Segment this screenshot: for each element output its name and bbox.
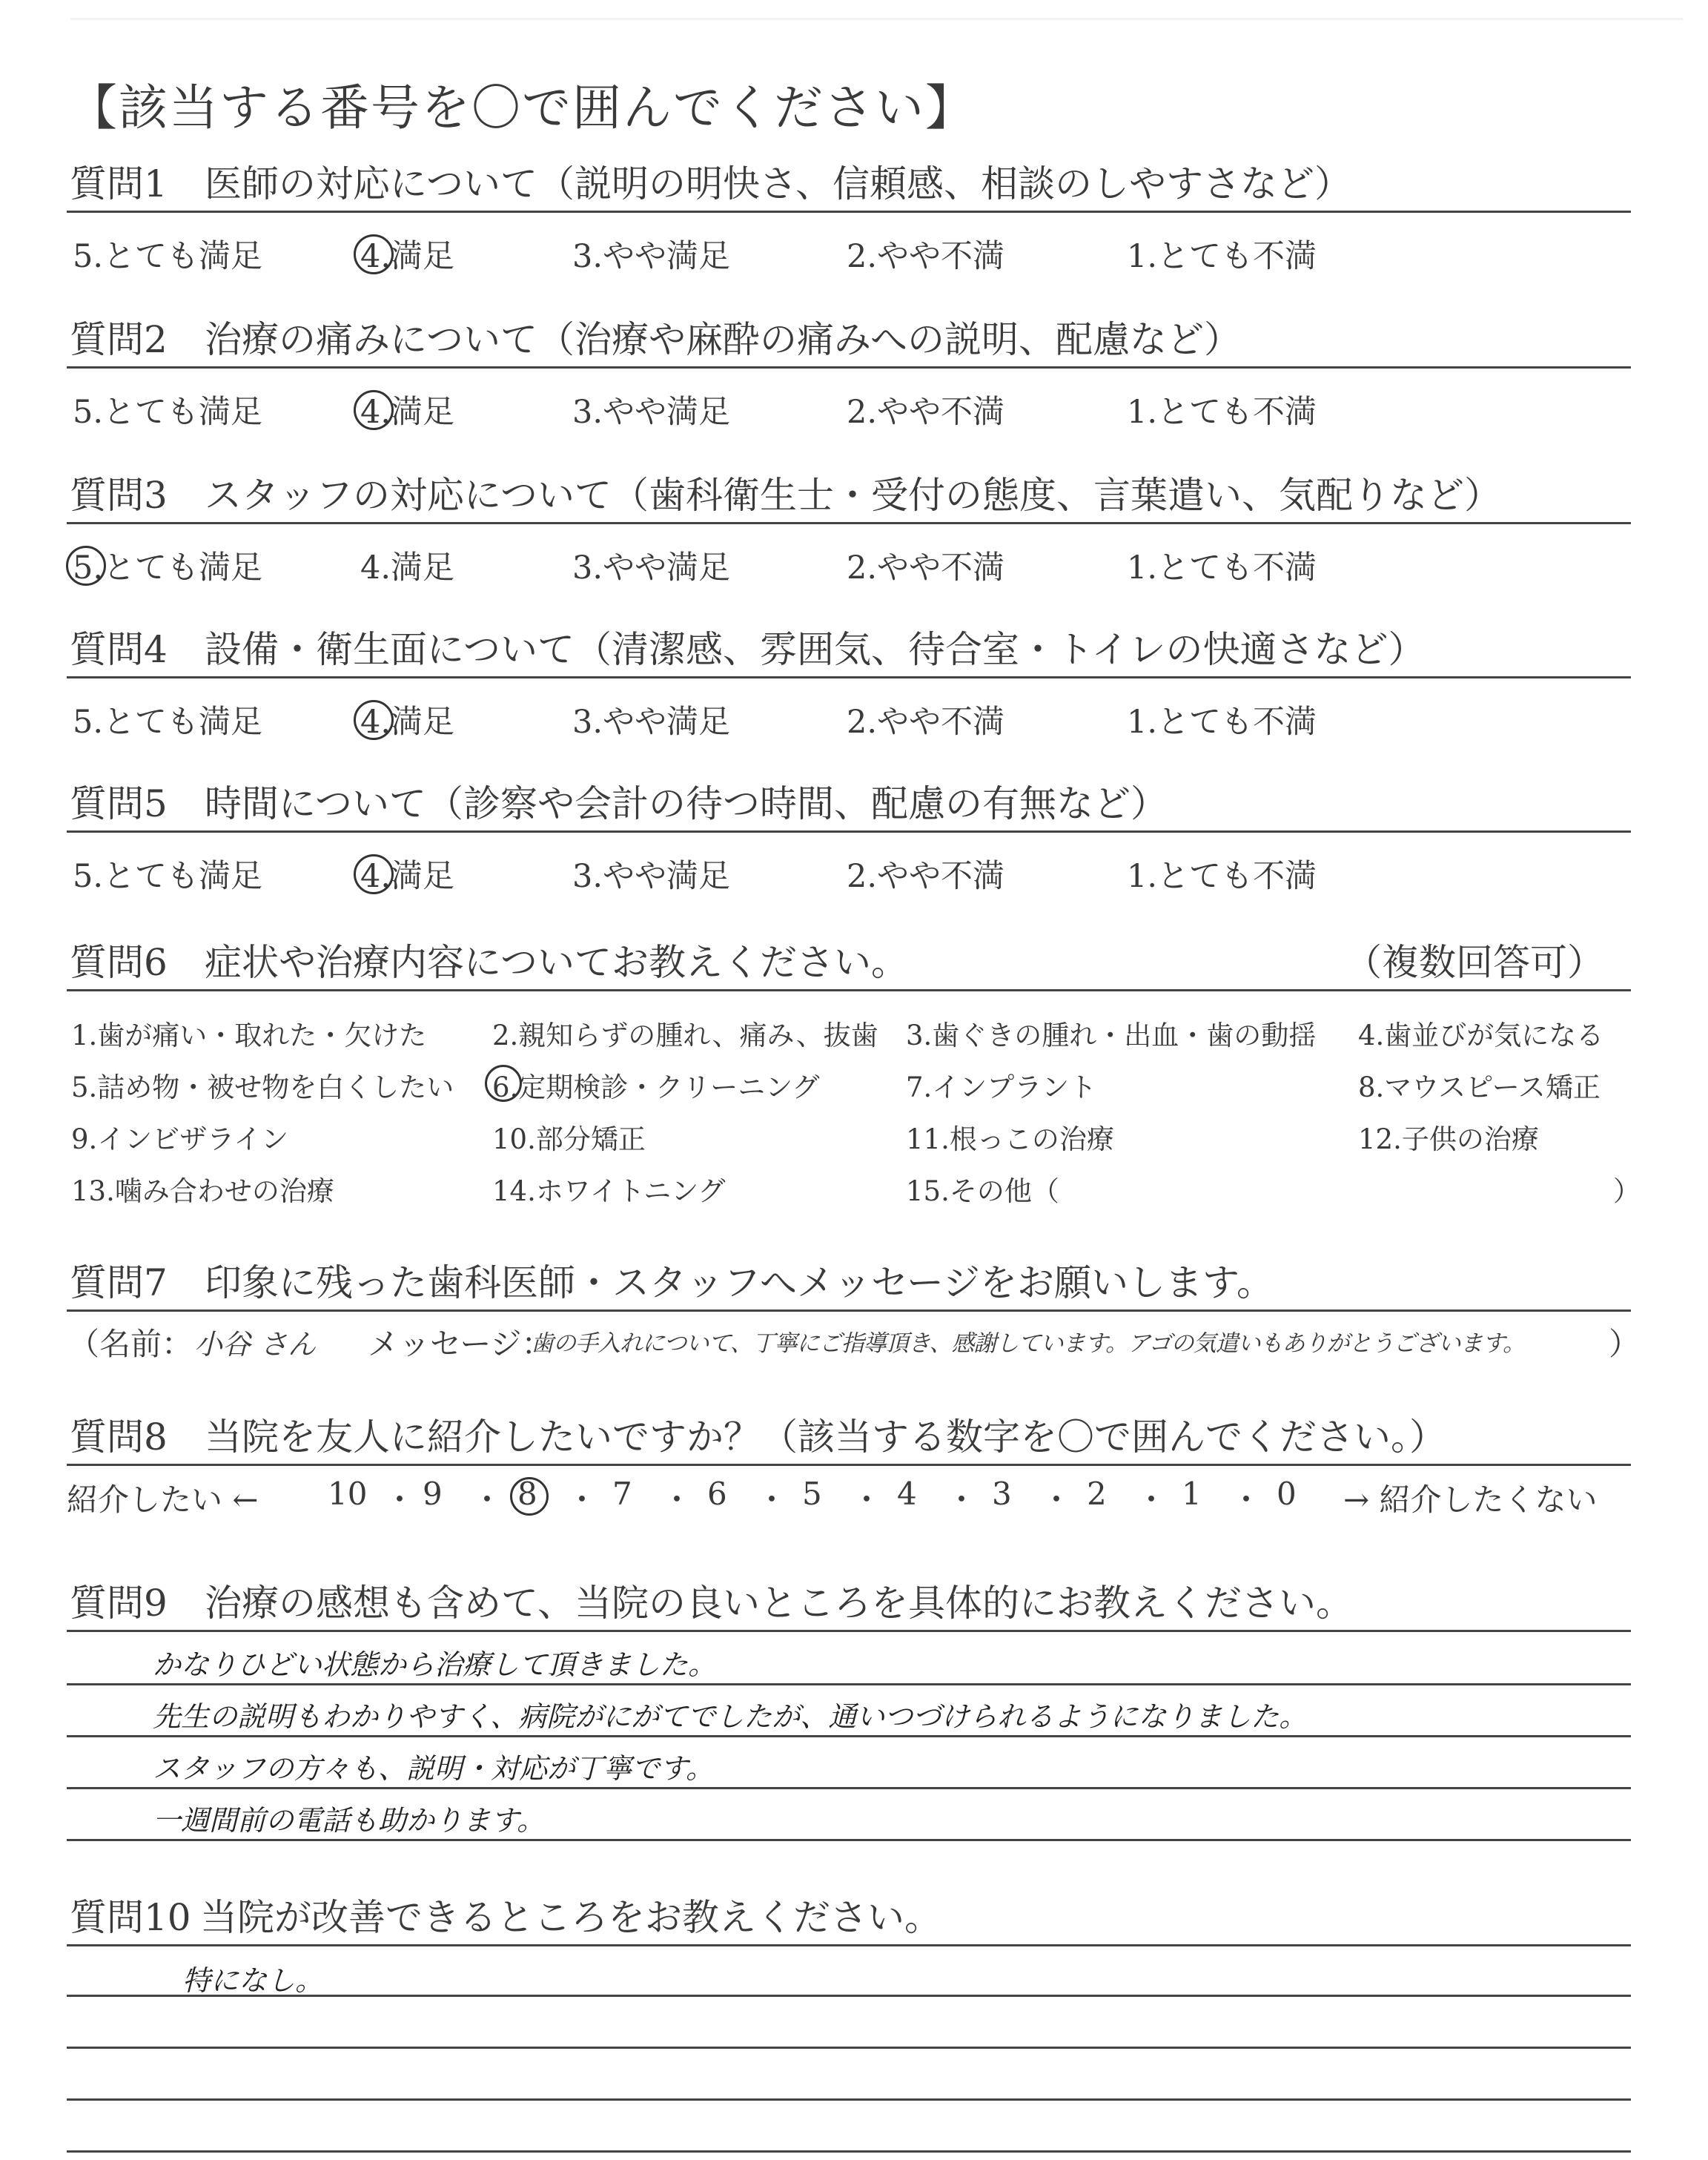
question-text: 当院を友人に紹介したいですか？（該当する数字を〇で囲んでください。） [205, 1416, 1446, 1459]
question-5 [67, 776, 1631, 833]
question-text: 症状や治療内容についてお教えください。 [205, 941, 908, 984]
symptom-option-6[interactable] [492, 1065, 820, 1105]
question-2 [67, 311, 1631, 369]
symptom-option-label: 5.詰め物・被せ物を白くしたい [71, 1071, 454, 1103]
rating-option-label: 3.やや満足 [572, 858, 731, 895]
question-1 [67, 156, 1631, 213]
rating-option-label: 4.満足 [360, 394, 455, 431]
rating-option-1[interactable] [1127, 231, 1317, 277]
scale-separator-dot: ・ [756, 1482, 788, 1518]
question-1-header [67, 156, 1631, 213]
rating-option-3[interactable] [572, 851, 730, 896]
symptom-option-label: ） [1613, 1175, 1641, 1207]
question-label: 質問2 [70, 318, 168, 361]
recommend-score-2[interactable] [1087, 1476, 1107, 1512]
symptom-option-15[interactable] [906, 1169, 1059, 1209]
form-title: 【該当する番号を〇で囲んでください】 [68, 79, 976, 136]
rating-option-label: 3.やや満足 [572, 394, 731, 431]
rating-option-label: 4.満足 [360, 858, 455, 895]
symptom-option-label: 9.インビザライン [71, 1123, 289, 1155]
selected-circle-mark [485, 1065, 522, 1102]
recommend-score-label: 6 [707, 1476, 727, 1512]
question-6-header [67, 934, 1631, 991]
rating-option-label: 5.とても満足 [73, 549, 263, 587]
symptom-option-3[interactable] [906, 1013, 1316, 1053]
rating-option-label: 3.やや満足 [572, 704, 731, 741]
rating-option-label: 2.やや不満 [847, 704, 1005, 741]
rating-option-3[interactable] [572, 231, 730, 277]
answer-line [67, 1735, 1631, 1737]
symptom-option-8[interactable] [1358, 1065, 1601, 1105]
scale-separator-dot: ・ [851, 1482, 883, 1518]
symptom-option-label: 3.歯ぐきの腫れ・出血・歯の動揺 [906, 1020, 1317, 1051]
symptom-option-5[interactable] [71, 1065, 454, 1105]
rating-option-label: 1.とても不満 [1127, 238, 1317, 275]
question-9 [67, 1575, 1631, 1632]
question-5-header [67, 776, 1631, 833]
question-label: 質問5 [70, 782, 168, 825]
recommend-right-label: → 紹介したくない [1343, 1482, 1598, 1518]
question-label: 質問9 [70, 1582, 168, 1625]
rating-option-2[interactable] [847, 543, 1004, 588]
question-text: 印象に残った歯科医師・スタッフへメッセージをお願いします。 [205, 1261, 1274, 1304]
symptom-option-1[interactable] [71, 1013, 426, 1053]
rating-option-label: 5.とても満足 [73, 394, 263, 431]
scale-separator-dot: ・ [471, 1482, 503, 1518]
recommend-score-8[interactable] [517, 1476, 537, 1512]
rating-option-4[interactable] [360, 387, 454, 432]
scale-separator-dot: ・ [661, 1482, 693, 1518]
selected-circle-mark [354, 854, 394, 894]
question-text: 医師の対応について（説明の明快さ、信頼感、相談のしやすさなど） [205, 162, 1351, 205]
scale-separator-dot: ・ [946, 1482, 978, 1518]
scale-separator-dot: ・ [1136, 1482, 1168, 1518]
rating-option-label: 2.やや不満 [847, 238, 1005, 275]
scale-separator-dot: ・ [384, 1482, 416, 1518]
rating-option-label: 2.やや不満 [847, 549, 1005, 587]
recommend-score-label: 4 [897, 1476, 917, 1512]
recommend-score-10[interactable] [328, 1476, 367, 1512]
answer-line [67, 1787, 1631, 1789]
recommend-score-label: 9 [423, 1476, 443, 1512]
question-text: 治療の痛みについて（治療や麻酔の痛みへの説明、配慮など） [205, 318, 1241, 361]
answer-line [67, 2150, 1631, 2153]
recommend-score-label: 7 [612, 1476, 632, 1512]
question-7-header [67, 1255, 1631, 1312]
question-text: 設備・衛生面について（清潔感、雰囲気、待合室・トイレの快適さなど） [205, 628, 1426, 671]
rating-option-5[interactable] [73, 231, 262, 277]
symptom-option-label: 10.部分矯正 [492, 1123, 646, 1155]
rating-option-label: 3.やや満足 [572, 238, 731, 275]
question-label: 質問10 [70, 1896, 191, 1939]
answer-line [67, 1683, 1631, 1685]
multiple-answer-note: （複数回答可） [1345, 941, 1604, 984]
recommend-score-3[interactable] [992, 1476, 1012, 1512]
rating-option-1[interactable] [1127, 697, 1317, 742]
rating-option-label: 1.とても不満 [1127, 394, 1317, 431]
rating-option-label: 1.とても不満 [1127, 549, 1317, 587]
message-value[interactable]: 歯の手入れについて、丁寧にご指導頂き、感謝しています。アゴの気遣いもありがとうございます。 [531, 1330, 1526, 1357]
rating-option-2[interactable] [847, 387, 1004, 432]
recommend-score-label: 3 [992, 1476, 1012, 1512]
scale-separator-dot: ・ [1231, 1482, 1262, 1518]
recommend-score-1[interactable] [1182, 1476, 1202, 1512]
symptom-option-13[interactable] [71, 1169, 334, 1209]
recommend-score-label: 2 [1087, 1476, 1107, 1512]
rating-option-label: 1.とても不満 [1127, 858, 1317, 895]
recommend-score-0[interactable] [1277, 1476, 1297, 1512]
rating-option-2[interactable] [847, 851, 1004, 896]
rating-option-4[interactable] [360, 231, 454, 277]
recommend-score-label: 10 [328, 1476, 368, 1512]
symptom-option-label: 11.根っこの治療 [906, 1123, 1114, 1155]
recommend-score-label: 1 [1182, 1476, 1202, 1512]
selected-circle-mark [354, 390, 394, 430]
symptom-option-label: 14.ホワイトニング [492, 1175, 726, 1207]
rating-option-5[interactable] [73, 543, 262, 588]
selected-circle-mark [510, 1477, 549, 1516]
rating-option-label: 4.満足 [360, 704, 455, 741]
rating-option-4[interactable] [360, 543, 454, 588]
question-3-header [67, 467, 1631, 524]
recommend-score-5[interactable] [802, 1476, 822, 1512]
question-text: スタッフの対応について（歯科衛生士・受付の態度、言葉遣い、気配りなど） [205, 474, 1501, 517]
rating-option-label: 4.満足 [360, 549, 455, 587]
question-label: 質問8 [70, 1416, 168, 1459]
scale-separator-dot: ・ [1041, 1482, 1073, 1518]
symptom-option-label: 8.マウスピース矯正 [1358, 1071, 1601, 1103]
question-text: 時間について（診察や会計の待つ時間、配慮の有無など） [205, 782, 1168, 825]
recommend-score-label: 8 [517, 1476, 537, 1512]
question-label: 質問3 [70, 474, 168, 517]
top-border [70, 18, 1683, 20]
rating-option-5[interactable] [73, 697, 262, 742]
recommend-score-4[interactable] [897, 1476, 917, 1512]
symptom-option-9[interactable] [71, 1117, 288, 1157]
name-label: （名前： [68, 1326, 193, 1362]
symptom-option-12[interactable] [1358, 1117, 1539, 1157]
other-close-paren [1613, 1169, 1641, 1209]
rating-option-1[interactable] [1127, 543, 1317, 588]
message-label: メッセージ： [368, 1326, 553, 1362]
symptom-option-label: 13.噛み合わせの治療 [71, 1175, 334, 1207]
scale-separator-dot: ・ [566, 1482, 598, 1518]
symptom-option-10[interactable] [492, 1117, 646, 1157]
rating-option-label: 5.とても満足 [73, 704, 263, 741]
question-label: 質問4 [70, 628, 168, 671]
rating-option-5[interactable] [73, 387, 262, 432]
rating-option-label: 5.とても満足 [73, 858, 263, 895]
question-label: 質問1 [70, 162, 168, 205]
recommend-score-label: 0 [1277, 1476, 1297, 1512]
question-2-header [67, 311, 1631, 369]
symptom-option-label: 6.定期検診・クリーニング [492, 1071, 820, 1103]
handwritten-answer-2[interactable]: 先生の説明もわかりやすく、病院がにがてでしたが、通いつづけられるようになりました。 [153, 1700, 1308, 1733]
recommend-score-7[interactable] [612, 1476, 632, 1512]
rating-option-1[interactable] [1127, 851, 1317, 896]
symptom-option-label: 1.歯が痛い・取れた・欠けた [71, 1020, 427, 1051]
question-10-header [67, 1889, 1631, 1946]
answer-line [67, 1839, 1631, 1841]
selected-circle-mark [354, 700, 394, 740]
rating-option-3[interactable] [572, 543, 730, 588]
rating-option-4[interactable] [360, 851, 454, 896]
question-7 [67, 1255, 1631, 1312]
answer-line [67, 2098, 1631, 2101]
question-text: 治療の感想も含めて、当院の良いところを具体的にお教えください。 [205, 1582, 1353, 1625]
question-4 [67, 621, 1631, 678]
rating-option-label: 2.やや不満 [847, 858, 1005, 895]
name-value[interactable]: 小谷 さん [194, 1328, 317, 1361]
rating-option-3[interactable] [572, 697, 730, 742]
question-6 [67, 934, 1631, 991]
symptom-option-label: 15.その他（ [906, 1175, 1059, 1207]
symptom-option-7[interactable] [906, 1065, 1096, 1105]
handwritten-answer-4[interactable]: 一週間前の電話も助かります。 [153, 1804, 545, 1837]
question-text: 当院が改善できるところをお教えください。 [200, 1896, 941, 1939]
rating-option-4[interactable] [360, 697, 454, 742]
rating-option-label: 4.満足 [360, 238, 455, 275]
symptom-option-label: 2.親知らずの腫れ、痛み、抜歯 [492, 1020, 878, 1051]
symptom-option-2[interactable] [492, 1013, 878, 1053]
answer-line [67, 2047, 1631, 2049]
handwritten-answer-1[interactable]: かなりひどい状態から治療して頂きました。 [153, 1648, 717, 1681]
symptom-option-14[interactable] [492, 1169, 726, 1209]
symptom-option-label: 7.インプラント [906, 1071, 1097, 1103]
selected-circle-mark [354, 234, 394, 274]
recommend-score-6[interactable] [707, 1476, 727, 1512]
selected-circle-mark [66, 546, 106, 586]
question-label: 質問7 [70, 1261, 168, 1304]
question-3 [67, 467, 1631, 524]
symptom-option-label: 4.歯並びが気になる [1358, 1020, 1604, 1051]
rating-option-1[interactable] [1127, 387, 1317, 432]
rating-option-2[interactable] [847, 697, 1004, 742]
handwritten-answer-3[interactable]: スタッフの方々も、説明・対応が丁寧です。 [153, 1752, 714, 1785]
recommend-score-label: 5 [802, 1476, 822, 1512]
symptom-option-4[interactable] [1358, 1013, 1603, 1053]
recommend-score-9[interactable] [423, 1476, 443, 1512]
recommend-left-label: 紹介したい ← [67, 1482, 259, 1518]
rating-option-3[interactable] [572, 387, 730, 432]
symptom-option-11[interactable] [906, 1117, 1114, 1157]
question-8-header [67, 1409, 1631, 1466]
symptom-option-label: 12.子供の治療 [1358, 1123, 1539, 1155]
question-9-header [67, 1575, 1631, 1632]
rating-option-label: 3.やや満足 [572, 549, 731, 587]
rating-option-label: 5.とても満足 [73, 238, 263, 275]
question-4-header [67, 621, 1631, 678]
message-close: ） [1609, 1326, 1641, 1362]
question-10 [67, 1889, 1631, 1946]
question-8 [67, 1409, 1631, 1466]
handwritten-answer-1[interactable]: 特になし。 [182, 1964, 324, 1997]
rating-option-label: 1.とても不満 [1127, 704, 1317, 741]
rating-option-5[interactable] [73, 851, 262, 896]
rating-option-label: 2.やや不満 [847, 394, 1005, 431]
question-label: 質問6 [70, 941, 168, 984]
rating-option-2[interactable] [847, 231, 1004, 277]
